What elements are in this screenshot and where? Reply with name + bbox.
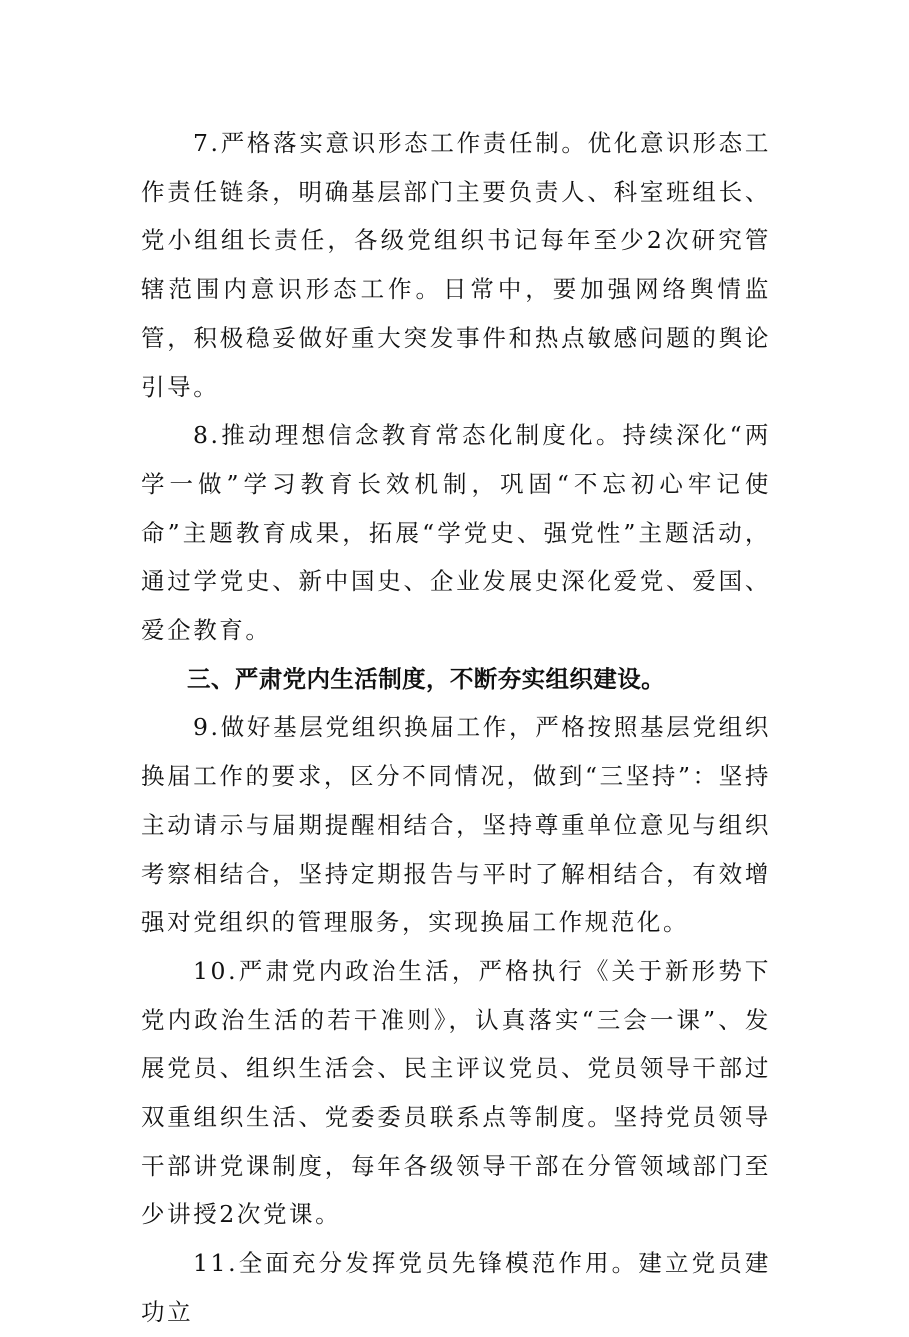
paragraph-item-8: 8.推动理想信念教育常态化制度化。持续深化“两学一做”学习教育长效机制，巩固“不忘初心牢记使命”主题教育成果，拓展“学党史、强党性”主题活动，通过学党史、新中国史、企业发展史深化爱党、爱国、爱企教育。: [141, 421, 771, 645]
document-body: [141, 119, 771, 1337]
paragraph-item-7: 7.严格落实意识形态工作责任制。优化意识形态工作责任链条，明确基层部门主要负责人、科室班组长、党小组组长责任，各级党组织书记每年至少2次研究管辖范围内意识形态工作。日常中，要加强网络舆情监管，积极稳妥做好重大突发事件和热点敏感问题的舆论引导。: [141, 129, 771, 401]
paragraph-item-10: 10.严肃党内政治生活，严格执行《关于新形势下党内政治生活的若干准则》，认真落实“三会一课”、发展党员、组织生活会、民主评议党员、党员领导干部过双重组织生活、党委委员联系点等制度。坚持党员领导干部讲党课制度，每年各级领导干部在分管领域部门至少讲授2次党课。: [141, 956, 771, 1229]
paragraph-item-11: 11.全面充分发挥党员先锋模范作用。建立党员建功立: [141, 1249, 771, 1326]
section-heading-3: 三、严肃党内生活制度，不断夯实组织建设。: [187, 664, 665, 693]
paragraph-item-9: 9.做好基层党组织换届工作，严格按照基层党组织换届工作的要求，区分不同情况，做到“三坚持”：坚持主动请示与届期提醒相结合，坚持尊重单位意见与组织考察相结合，坚持定期报告与平时了解相结合，有效增强对党组织的管理服务，实现换届工作规范化。: [141, 713, 771, 937]
